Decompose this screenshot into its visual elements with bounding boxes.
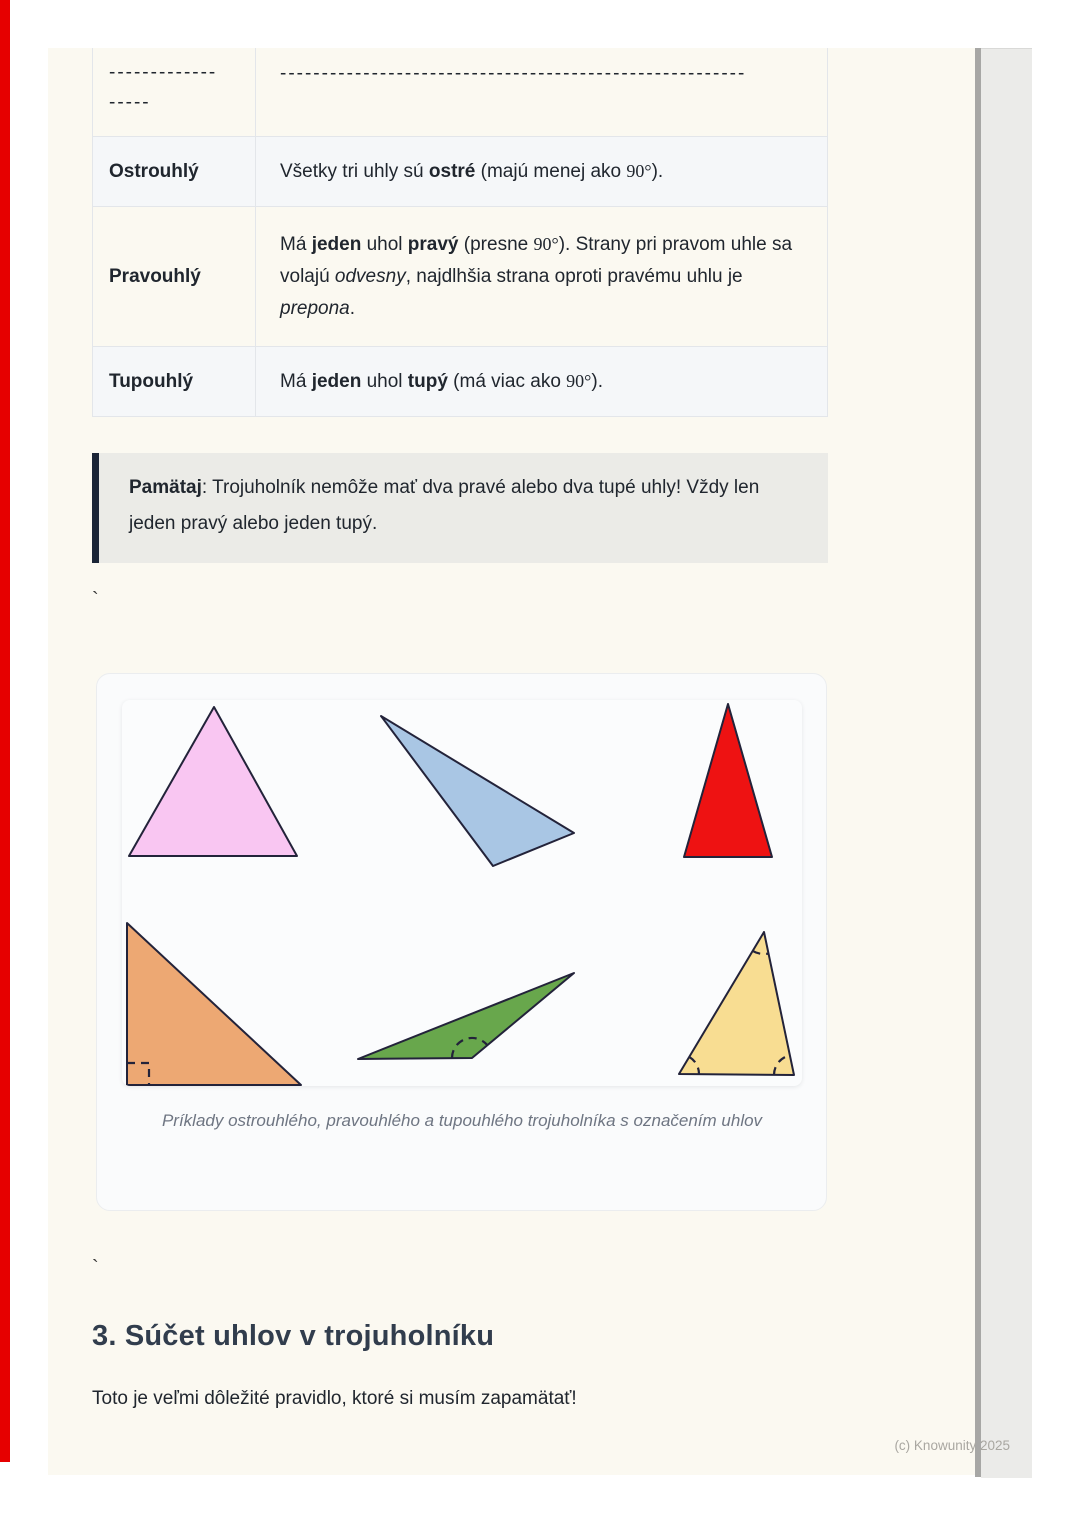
- narrow-red-triangle: [684, 704, 772, 857]
- text-segment: jeden: [311, 234, 362, 255]
- table-row: [93, 206, 827, 346]
- text-segment: ).: [651, 161, 664, 182]
- row-text-tupouhly: [256, 351, 827, 412]
- triangle-types-table: [92, 48, 828, 417]
- table-separator-row: [93, 48, 827, 136]
- row-text-ostrouhly: [256, 141, 827, 202]
- text-segment: : Trojuholník nemôže mať dva pravé alebo dva tupé uhly! Vždy len jeden pravý alebo jeden tupý.: [129, 477, 760, 534]
- text-segment: jeden: [311, 371, 362, 392]
- text-segment: prepona: [280, 298, 350, 319]
- table-row: [93, 346, 827, 416]
- row-label-ostrouhly: [93, 137, 256, 206]
- text-segment: uhol: [361, 234, 408, 255]
- row-label-text: Ostrouhlý: [109, 160, 199, 182]
- separator-dashes-line1: -------------: [109, 62, 218, 83]
- text-segment: 90°: [533, 234, 559, 254]
- text-segment: ).: [591, 371, 603, 392]
- row-label-tupouhly: [93, 347, 256, 416]
- triangles-figure: [122, 700, 802, 1086]
- right-orange-triangle: [127, 923, 301, 1085]
- text-segment: uhol: [361, 371, 408, 392]
- text-segment: ). Strany pri pravom uhle sa volajú: [280, 234, 793, 287]
- document-page: [48, 48, 975, 1475]
- footer-credit: (c) Knowunity 2025: [894, 1438, 1010, 1453]
- row-text-pravouhly: [256, 214, 827, 339]
- triangles-svg: [122, 700, 802, 1086]
- section-paragraph: Toto je veľmi dôležité pravidlo, ktoré si musím zapamätať!: [92, 1388, 577, 1409]
- text-segment: pravý: [407, 234, 459, 255]
- row-label-text: Tupouhlý: [109, 370, 194, 392]
- text-segment: 90°: [566, 371, 592, 391]
- text-segment: .: [349, 298, 356, 319]
- text-segment: tupý: [407, 371, 448, 392]
- remember-callout: [92, 453, 828, 563]
- acute-yellow-triangle: [679, 932, 794, 1075]
- stray-backtick-1: `: [92, 589, 99, 611]
- text-segment: , najdlhšia strana oproti pravému uhlu je: [405, 266, 743, 287]
- text-segment: Pamätaj: [129, 477, 202, 498]
- row-label-pravouhly: [93, 207, 256, 346]
- text-segment: ostré: [428, 161, 476, 182]
- figure-card: [96, 673, 827, 1211]
- table-row: [93, 136, 827, 206]
- table-separator-text-cell: [256, 48, 827, 104]
- separator-dashes-long: --------------------------------------------------------: [280, 63, 747, 84]
- text-segment: Má: [280, 371, 312, 392]
- text-segment: (presne: [458, 234, 534, 255]
- text-segment: 90°: [626, 161, 652, 181]
- separator-dashes-line2: -----: [109, 92, 151, 113]
- text-segment: Má: [280, 234, 312, 255]
- row-label-text: Pravouhlý: [109, 265, 201, 287]
- text-segment: Všetky tri uhly sú: [280, 161, 429, 182]
- left-accent-bar: [0, 0, 10, 1462]
- text-segment: (má viac ako: [447, 371, 567, 392]
- table-separator-label-cell: [93, 48, 256, 136]
- obtuse-green-triangle: [358, 973, 574, 1059]
- text-segment: odvesny: [334, 266, 406, 287]
- section-heading: 3. Súčet uhlov v trojuholníku: [92, 1320, 495, 1352]
- scrollbar-track-panel: [981, 48, 1032, 1478]
- figure-caption: Príklady ostrouhlého, pravouhlého a tupouhlého trojuholníka s označením uhlov: [161, 1111, 763, 1130]
- stray-backtick-2: `: [92, 1257, 99, 1279]
- scalene-blue-triangle: [381, 716, 574, 866]
- text-segment: (majú menej ako: [475, 161, 627, 182]
- acute-pink-triangle: [129, 707, 297, 856]
